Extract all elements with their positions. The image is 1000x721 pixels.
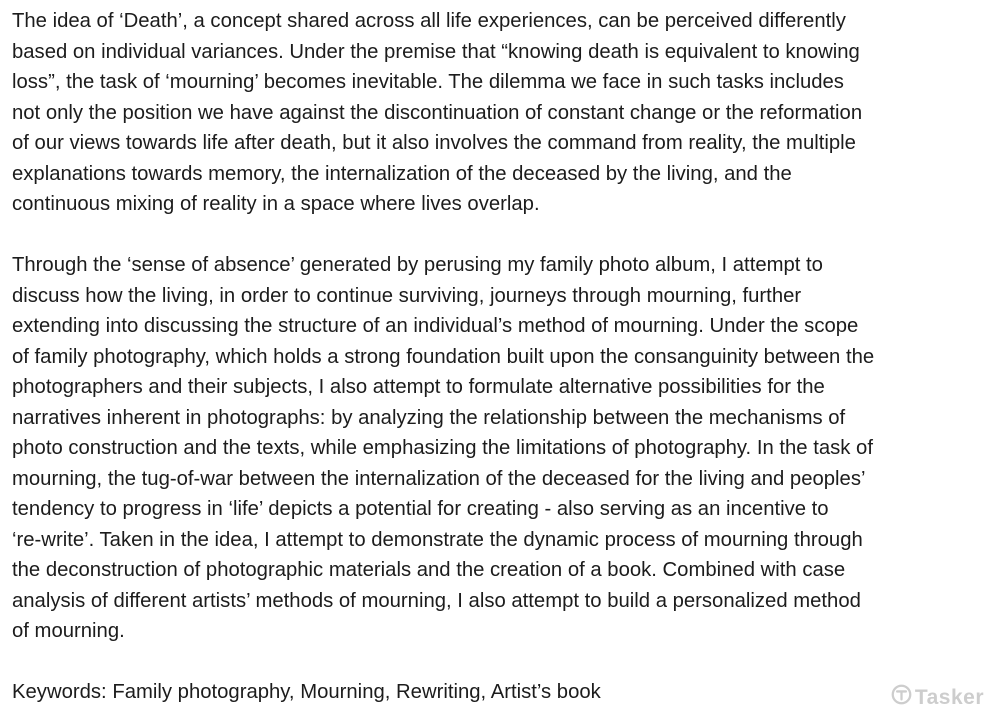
tasker-logo-icon <box>891 684 912 711</box>
watermark-text: Tasker <box>914 685 984 709</box>
abstract-paragraph-2: Through the ‘sense of absence’ generated by perusing my family photo album, I attempt to discuss how the living, in order to continue surviving, journeys through mourning, further extending into discussing the structure of an individual’s method of mourning. Under the scope of family photography, which holds a strong foundation built upon the consanguinity between the photographers and their subjects, I also attempt to formulate alternative possibilities for the narratives inherent in photographs: by analyzing the relationship between the mechanisms of photo construction and the texts, while emphasizing the limitations of photography. In the task of mourning, the tug-of-war between the internalization of the deceased for the living and peoples’ tendency to progress in ‘life’ depicts a potential for creating - also serving as an incentive to ‘re-write’. Taken in the idea, I attempt to demonstrate the dynamic process of mourning through the deconstruction of photographic materials and the creation of a book. Combined with case analysis of different artists’ methods of mourning, I also attempt to build a personalized method of mourning. <box>12 254 875 642</box>
keywords-line: Keywords: Family photography, Mourning, Rewriting, Artist’s book <box>12 681 601 703</box>
document-body <box>12 6 996 708</box>
abstract-paragraph-1: The idea of ‘Death’, a concept shared across all life experiences, can be perceived differently based on individual variances. Under the premise that “knowing death is equivalent to knowing loss”, the task of ‘mourning’ becomes inevitable. The dilemma we face in such tasks includes not only the position we have against the discontinuation of constant change or the reformation of our views towards life after death, but it also involves the command from reality, the multiple explanations towards memory, the internalization of the deceased by the living, and the continuous mixing of reality in a space where lives overlap. <box>12 10 863 215</box>
tasker-watermark <box>891 684 984 711</box>
